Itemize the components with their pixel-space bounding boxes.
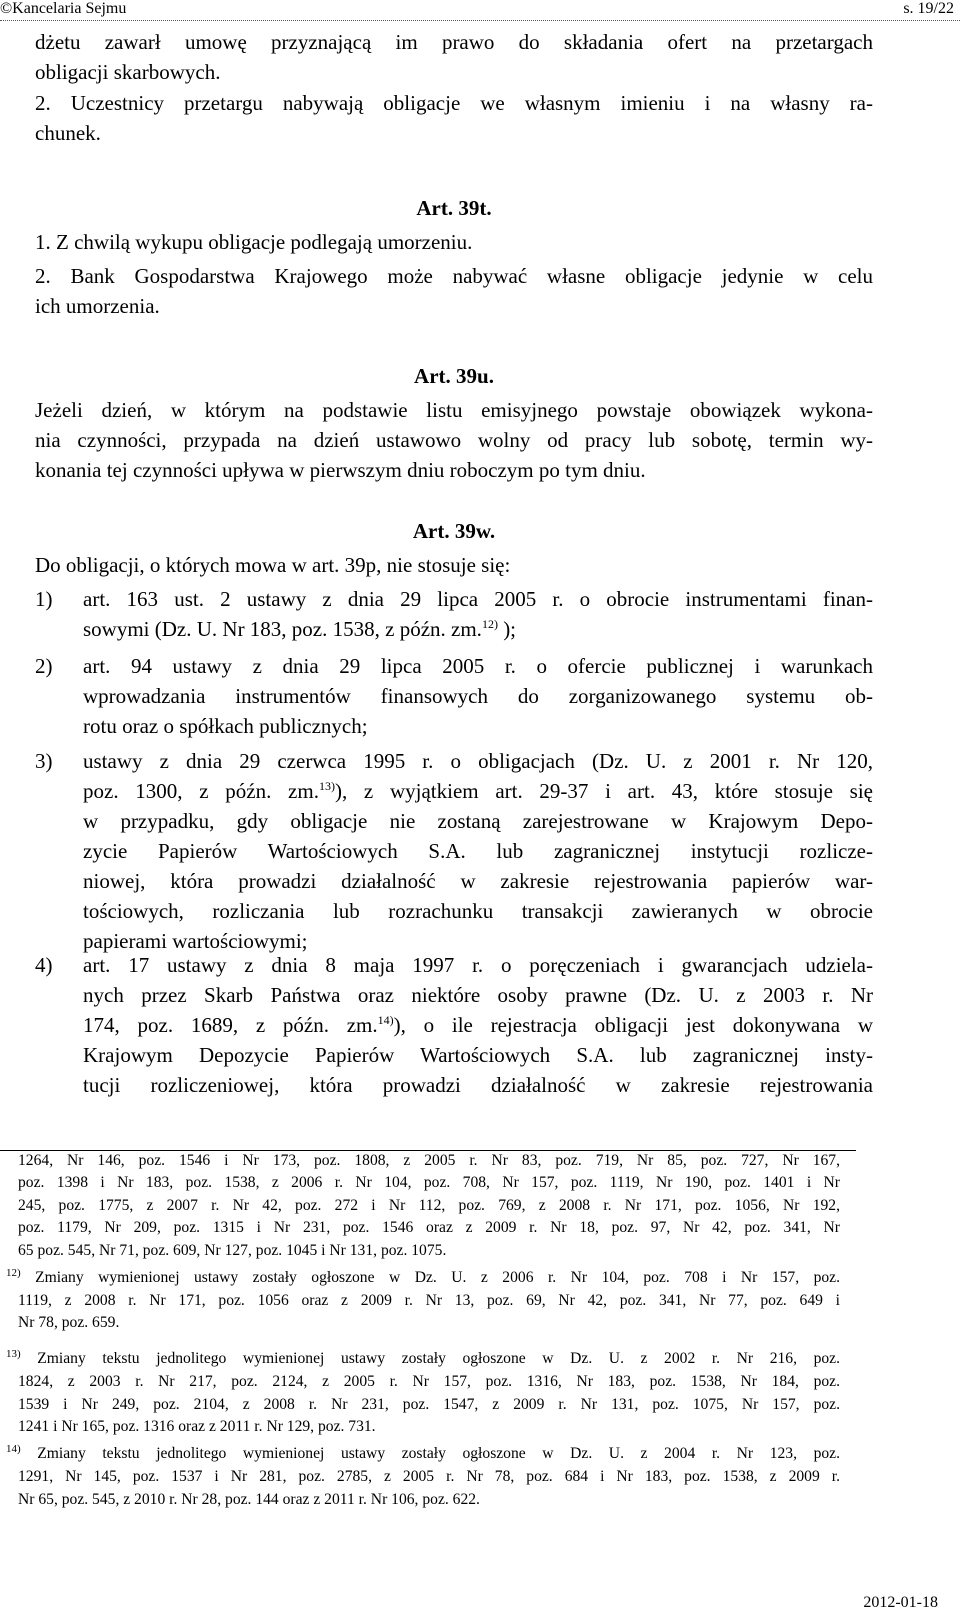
text-line: Jeżeli dzień, w którym na podstawie listu emisyjnego powstaje obowiązek wykona-	[35, 398, 873, 422]
text-line: art. 94 ustawy z dnia 29 lipca 2005 r. o ofercie publicznej i warunkach	[83, 654, 873, 678]
footnote-13: $^{13)}$ Zmiany tekstu jednolitego wymienionej ustawy zostały ogłoszone w Dz. U. z 2002 r. Nr 216, poz.	[6, 1347, 840, 1367]
footnote-line: 1291, Nr 145, poz. 1537 i Nr 281, poz. 2785, z 2005 r. Nr 78, poz. 684 i Nr 183, poz. 1538, z 2009 r.	[18, 1468, 840, 1485]
footnote-12: $^{12)}$ Zmiany wymienionej ustawy zostały ogłoszone w Dz. U. z 2006 r. Nr 104, poz. 708 i Nr 157, poz.	[6, 1266, 840, 1286]
footnote-marker: 12)	[6, 1266, 21, 1279]
footnote-line: 65 poz. 545, Nr 71, poz. 609, Nr 127, poz. 1045 i Nr 131, poz. 1075.	[18, 1242, 447, 1259]
footnote-line: 1241 i Nr 165, poz. 1316 oraz z 2011 r. Nr 129, poz. 731.	[18, 1418, 376, 1435]
text-line: niowej, która prowadzi działalność w zakresie rejestrowania papierów war-	[83, 869, 873, 893]
footnote-line: poz. 1179, Nr 209, poz. 1315 i Nr 231, poz. 1546 oraz z 2009 r. Nr 18, poz. 97, Nr 42, poz. 341, Nr	[18, 1219, 840, 1236]
article-heading: Art. 39u.	[414, 364, 494, 388]
text-line: tucji rozliczeniowej, która prowadzi działalność w zakresie rejestrowania	[83, 1073, 873, 1097]
text-line: obligacji skarbowych.	[35, 60, 221, 84]
text-line: ustawy z dnia 29 czerwca 1995 r. o obligacjach (Dz. U. z 2001 r. Nr 120,	[83, 749, 873, 773]
footnote-line: 1119, z 2008 r. Nr 171, poz. 1056 oraz z 2009 r. Nr 13, poz. 69, Nr 42, poz. 341, Nr 77, poz. 649 i	[18, 1292, 840, 1309]
text-line: zycie Papierów Wartościowych S.A. lub zagranicznej instytucji rozlicze-	[83, 839, 873, 863]
text-line: nia czynności, przypada na dzień ustawowo wolny od pracy lub sobotę, termin wy-	[35, 428, 873, 452]
footnote-line: Nr 78, poz. 659.	[18, 1314, 120, 1331]
text-line: konania tej czynności upływa w pierwszym dniu roboczym po tym dniu.	[35, 458, 646, 482]
footnote-line: 1539 i Nr 249, poz. 2104, z 2008 r. Nr 231, poz. 1547, z 2009 r. Nr 131, poz. 1075, Nr 157, poz.	[18, 1396, 840, 1413]
text-line: dżetu zawarł umowę przyznającą im prawo do składania ofert na przetargach	[35, 30, 873, 54]
list-number: 3)	[35, 749, 53, 773]
footnote-ref: 12)	[481, 617, 498, 631]
text-line: 2. Bank Gospodarstwa Krajowego może nabywać własne obligacje jedynie w celu	[35, 264, 873, 288]
text-line: papierami wartościowymi;	[83, 929, 308, 953]
text-line: art. 163 ust. 2 ustawy z dnia 29 lipca 2005 r. o obrocie instrumentami finan-	[83, 587, 873, 611]
text-line: w przypadku, gdy obligacje nie zostaną zarejestrowane w Krajowym Depo-	[83, 809, 873, 833]
text-line: Krajowym Depozycie Papierów Wartościowych S.A. lub zagranicznej insty-	[83, 1043, 873, 1067]
text-line: 1. Z chwilą wykupu obligacje podlegają umorzeniu.	[35, 230, 473, 254]
text-line: tościowych, rozliczania lub rozrachunku transakcji zawieranych w obrocie	[83, 899, 873, 923]
text-line: sowymi (Dz. U. Nr 183, poz. 1538, z późn. zm.$^{12)}$ );	[83, 617, 517, 641]
footnote-line: 1264, Nr 146, poz. 1546 i Nr 173, poz. 1808, z 2005 r. Nr 83, poz. 719, Nr 85, poz. 727, Nr 167,	[18, 1152, 840, 1169]
article-heading: Art. 39w.	[412, 519, 496, 543]
text-line: Do obligacji, o których mowa w art. 39p, nie stosuje się:	[35, 553, 511, 577]
footnote-14: $^{14)}$ Zmiany tekstu jednolitego wymienionej ustawy zostały ogłoszone w Dz. U. z 2004 r. Nr 123, poz.	[6, 1442, 840, 1462]
text-line: 2. Uczestnicy przetargu nabywają obligacje we własnym imieniu i na własny ra-	[35, 91, 873, 115]
text-line: poz. 1300, z późn. zm.$^{13)}$), z wyjątkiem art. 29-37 i art. 43, które stosuje się	[83, 779, 873, 803]
text-line: rotu oraz o spółkach publicznych;	[83, 714, 368, 738]
footnote-line: Nr 65, poz. 545, z 2010 r. Nr 28, poz. 144 oraz z 2011 r. Nr 106, poz. 622.	[18, 1491, 480, 1508]
footnote-ref: 13)	[318, 779, 335, 793]
text-line: wprowadzania instrumentów finansowych do zorganizowanego systemu ob-	[83, 684, 873, 708]
text-line: chunek.	[35, 121, 101, 145]
page-number: s. 19/22	[903, 0, 954, 17]
document-date: 2012-01-18	[863, 1594, 938, 1611]
footnote-marker: 14)	[6, 1442, 21, 1455]
list-number: 2)	[35, 654, 53, 678]
source-label: ©Kancelaria Sejmu	[0, 0, 127, 17]
text-line: art. 17 ustawy z dnia 8 maja 1997 r. o poręczeniach i gwarancjach udziela-	[83, 953, 873, 977]
footnote-line: 245, poz. 1775, z 2007 r. Nr 42, poz. 272 i Nr 112, poz. 769, z 2008 r. Nr 171, poz. 1056, Nr 192,	[18, 1197, 840, 1214]
text-line: nych przez Skarb Państwa oraz niektóre osoby prawne (Dz. U. z 2003 r. Nr	[83, 983, 873, 1007]
footnote-line: 1824, z 2003 r. Nr 217, poz. 2124, z 2005 r. Nr 157, poz. 1316, Nr 183, poz. 1538, Nr 184, poz.	[18, 1373, 840, 1390]
list-number: 4)	[35, 953, 53, 977]
list-number: 1)	[35, 587, 53, 611]
text-line: ich umorzenia.	[35, 294, 160, 318]
document-body	[35, 0, 873, 1110]
footnote-line: poz. 1398 i Nr 183, poz. 1538, z 2006 r. Nr 104, poz. 708, Nr 157, poz. 1119, Nr 190, poz. 1401 i Nr	[18, 1174, 840, 1191]
text-line: 174, poz. 1689, z późn. zm.$^{14)}$), o ile rejestracja obligacji jest dokonywana w	[83, 1013, 873, 1037]
footnote-marker: 13)	[6, 1347, 21, 1360]
article-heading: Art. 39t.	[416, 196, 492, 220]
footnote-ref: 14)	[377, 1013, 394, 1027]
